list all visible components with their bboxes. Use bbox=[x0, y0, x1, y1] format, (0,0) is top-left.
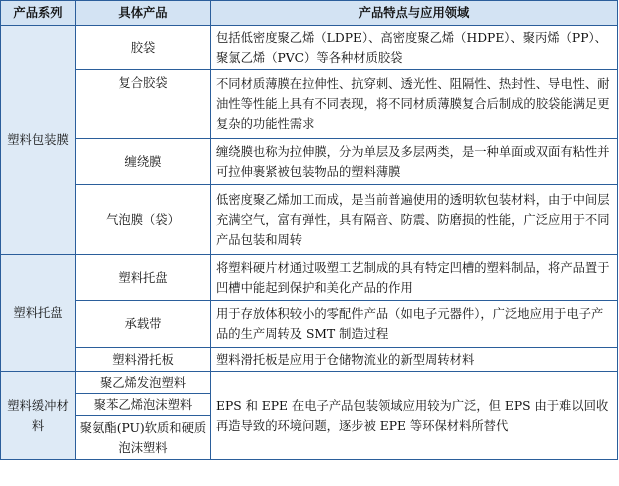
product-cell: 缠绕膜 bbox=[76, 139, 211, 185]
header-series: 产品系列 bbox=[1, 1, 76, 26]
product-cell: 气泡膜（袋） bbox=[76, 185, 211, 255]
table-row bbox=[1, 372, 618, 394]
table-row bbox=[1, 70, 618, 139]
table-row bbox=[1, 255, 618, 301]
feature-cell: 用于存放体积较小的零配件产品（如电子元器件），广泛地应用于电子产品的生产周转及 SMT 制造过程 bbox=[211, 301, 618, 348]
feature-cell: 包括低密度聚乙烯（LDPE）、高密度聚乙烯（HDPE）、聚丙烯（PP）、聚氯乙烯（PVC）等各种材质胶袋 bbox=[211, 26, 618, 70]
series-cell-plastic-tray: 塑料托盘 bbox=[1, 255, 76, 372]
feature-cell: 低密度聚乙烯加工而成，是当前普遍使用的透明软包装材料，由于中间层充满空气，富有弹性，具有隔音、防震、防磨损的性能，广泛应用于不同产品包装和周转 bbox=[211, 185, 618, 255]
product-cell: 塑料滑托板 bbox=[76, 348, 211, 372]
product-cell: 胶袋 bbox=[76, 26, 211, 70]
feature-cell: 将塑料硬片材通过吸塑工艺制成的具有特定凹槽的塑料制品，将产品置于凹槽中能起到保护和美化产品的作用 bbox=[211, 255, 618, 301]
header-feature: 产品特点与应用领域 bbox=[211, 1, 618, 26]
table-row bbox=[1, 348, 618, 372]
header-product: 具体产品 bbox=[76, 1, 211, 26]
feature-cell: 不同材质薄膜在拉伸性、抗穿刺、透光性、阻隔性、热封性、导电性、耐油性等性能上具有不同表现，将不同材质薄膜复合后制成的胶袋能满足更复杂的功能性需求 bbox=[211, 70, 618, 139]
series-cell-cushion-material: 塑料缓冲材料 bbox=[1, 372, 76, 460]
product-cell: 承载带 bbox=[76, 301, 211, 348]
table-row bbox=[1, 185, 618, 255]
feature-cell: EPS 和 EPE 在电子产品包装领域应用较为广泛，但 EPS 由于难以回收再造导致的环境问题，逐步被 EPE 等环保材料所替代 bbox=[211, 372, 618, 460]
product-cell: 聚苯乙烯泡沫塑料 bbox=[76, 394, 211, 416]
table-row bbox=[1, 139, 618, 185]
table-header-row bbox=[1, 1, 618, 26]
series-cell-packaging-film: 塑料包装膜 bbox=[1, 26, 76, 255]
feature-cell: 缠绕膜也称为拉伸膜，分为单层及多层两类，是一种单面或双面有粘性并可拉伸裹紧被包装物品的塑料薄膜 bbox=[211, 139, 618, 185]
product-cell: 塑料托盘 bbox=[76, 255, 211, 301]
feature-cell: 塑料滑托板是应用于仓储物流业的新型周转材料 bbox=[211, 348, 618, 372]
product-cell: 聚乙烯发泡塑料 bbox=[76, 372, 211, 394]
product-cell: 复合胶袋 bbox=[76, 70, 211, 139]
table-row bbox=[1, 301, 618, 348]
table-row bbox=[1, 26, 618, 70]
product-cell: 聚氨酯(PU)软质和硬质泡沫塑料 bbox=[76, 416, 211, 460]
